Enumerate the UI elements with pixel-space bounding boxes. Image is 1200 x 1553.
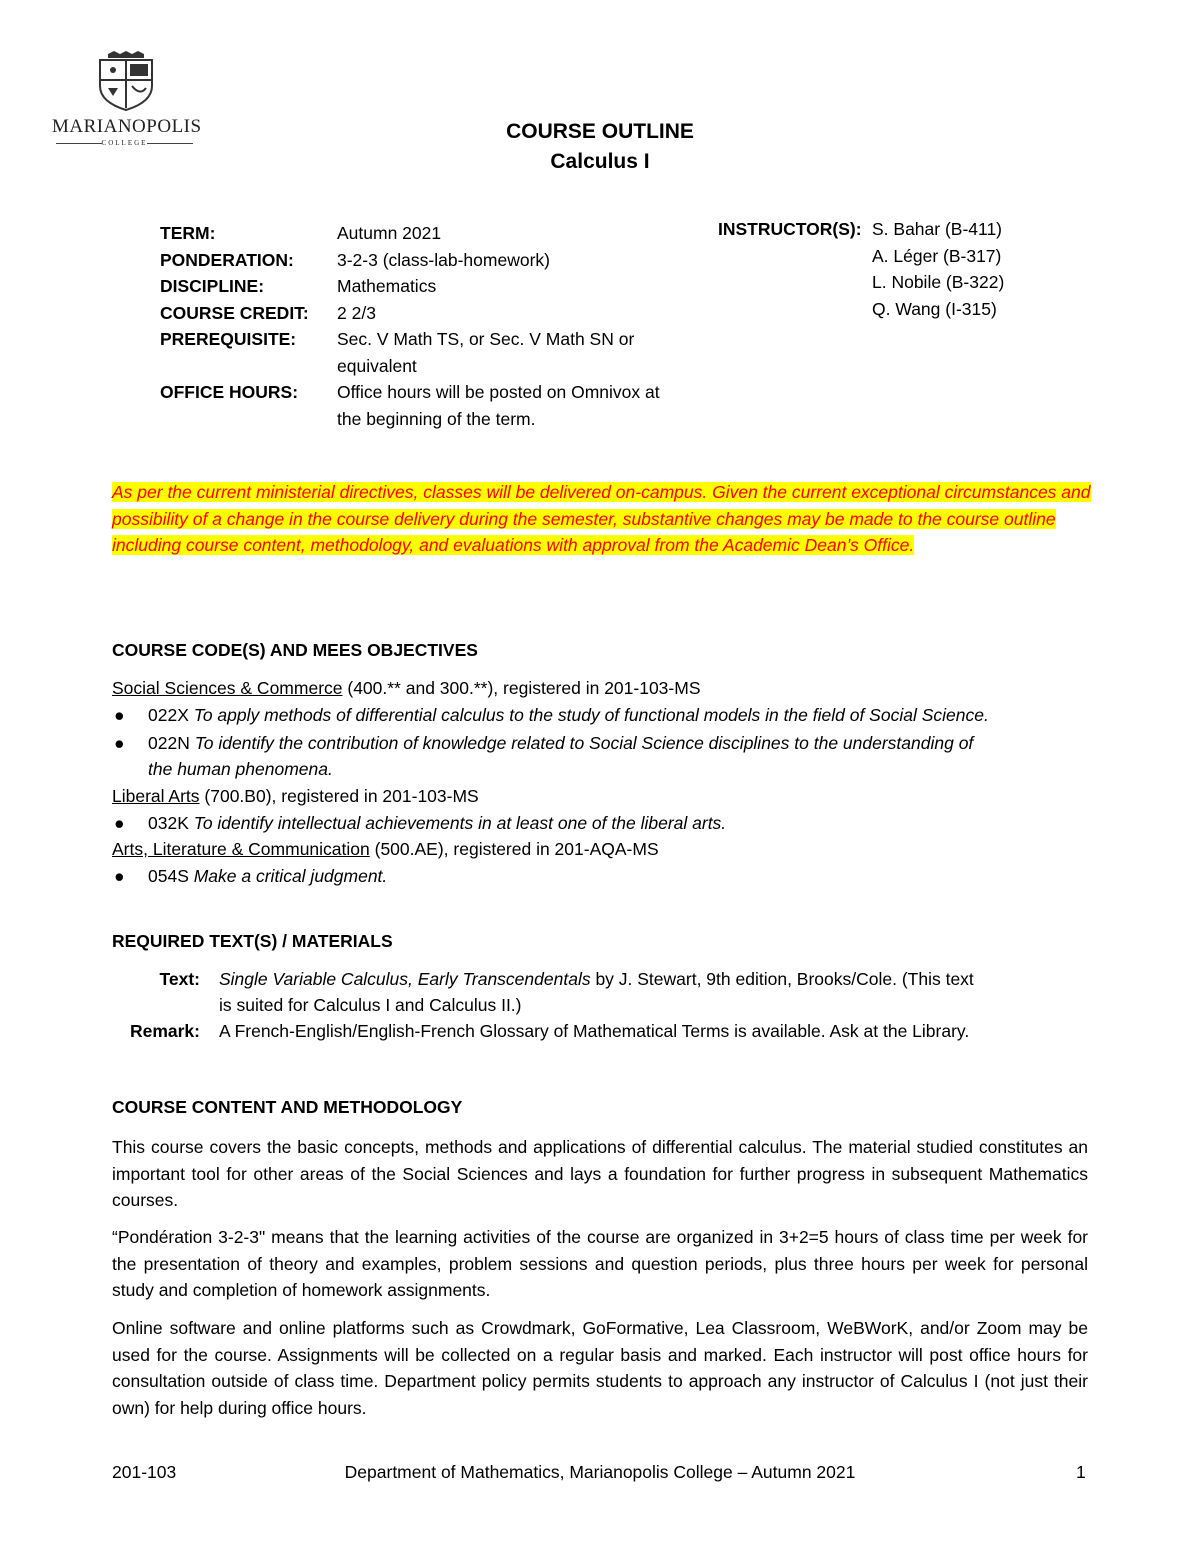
prerequisite-value-line1: Sec. V Math TS, or Sec. V Math SN or (337, 329, 635, 349)
college-crest-icon (52, 50, 197, 114)
office-hours-label: OFFICE HOURS: (160, 382, 299, 402)
textbook-detail-continued: is suited for Calculus I and Calculus II.) (219, 995, 522, 1015)
objective-text: To identify the contribution of knowledge related to Social Science disciplines to the understanding of (194, 733, 974, 753)
discipline-value: Mathematics (337, 276, 437, 296)
info-values (337, 220, 707, 432)
content-paragraph-2: “Pondération 3-2-3" means that the learning activities of the course are organized in 3+2=5 hours of class time per week for the presentation of theory and examples, problem sessions and question periods, plus three hours per week for personal study and completion of homework assignments. (112, 1227, 1088, 1300)
objective-code: 022N (148, 733, 195, 753)
textbook-line (219, 969, 974, 990)
instructor-item: Q. Wang (I-315) (872, 298, 997, 319)
objective-item (148, 866, 387, 887)
objective-item (148, 733, 973, 754)
delivery-notice-text: As per the current ministerial directives, classes will be delivered on-campus. Given the current exceptional circumstances and possibility of a change in the course delivery during the semester, substantive changes may be made to the course outline including course content, methodology, and evaluations with approval from the Academic Dean’s Office. (112, 482, 1091, 555)
codes-heading: COURSE CODE(S) AND MEES OBJECTIVES (112, 640, 478, 660)
office-hours-value-line1: Office hours will be posted on Omnivox at (337, 382, 660, 402)
objective-text: To apply methods of differential calculus to the study of functional models in the field of Social Science. (193, 705, 989, 725)
delivery-notice (112, 479, 1092, 559)
term-value: Autumn 2021 (337, 223, 442, 243)
credit-value: 2 2/3 (337, 302, 376, 323)
term-label: TERM: (160, 223, 216, 243)
remark-label: Remark: (129, 1021, 200, 1041)
program-social-sciences (112, 678, 701, 699)
instructor-item: S. Bahar (B-411) (872, 219, 1003, 239)
program-detail: (400.** and 300.**), registered in 201-103-MS (342, 678, 701, 698)
objective-text: Make a critical judgment. (193, 866, 388, 886)
instructors-list (872, 216, 1004, 322)
content-paragraph-3: Online software and online platforms such as Crowdmark, GoFormative, Lea Classroom, WeBWorK, and/or Zoom may be used for the course. Assignments will be collected on a regular basis and marked. Each instructor will post office hours for consultation outside of class time. Department policy permits students to approach any instructor of Calculus I (not just their own) for help during office hours. (112, 1318, 1088, 1418)
remark-text: A French-English/English-French Glossary of Mathematical Terms is available. Ask at the Library. (219, 1021, 970, 1041)
program-arts-literature (112, 839, 659, 860)
bullet-icon: ● (114, 866, 125, 886)
content-heading: COURSE CONTENT AND METHODOLOGY (112, 1097, 463, 1117)
logo-subtitle: COLLEGE (101, 139, 148, 147)
content-paragraph-1: This course covers the basic concepts, methods and applications of differential calculus. The material studied constitutes an important tool for other areas of the Social Sciences and lays a foundation for further progress in subsequent Mathematics courses. (112, 1137, 1088, 1210)
office-hours-value-line2: the beginning of the term. (337, 408, 536, 429)
program-name: Social Sciences & Commerce (112, 678, 343, 698)
objective-code: 054S (148, 866, 194, 886)
objective-text-continued: the human phenomena. (148, 759, 333, 779)
bullet-icon: ● (114, 813, 125, 833)
program-name: Arts, Literature & Communication (112, 839, 370, 859)
objective-item (148, 813, 726, 834)
text-label: Text: (159, 969, 200, 989)
footer-page-number: 1 (1076, 1462, 1086, 1482)
discipline-label: DISCIPLINE: (160, 276, 265, 296)
footer-course-code: 201-103 (112, 1462, 177, 1482)
info-labels (160, 220, 309, 406)
bullet-icon: ● (114, 733, 125, 753)
program-detail: (700.B0), registered in 201-103-MS (199, 786, 479, 806)
page-title: COURSE OUTLINE (506, 120, 694, 143)
program-liberal-arts (112, 786, 479, 807)
ponderation-value: 3-2-3 (class-lab-homework) (337, 249, 550, 270)
program-detail: (500.AE), registered in 201-AQA-MS (369, 839, 659, 859)
objective-text: To identify intellectual achievements in at least one of the liberal arts. (193, 813, 727, 833)
textbook-detail: by J. Stewart, 9th edition, Brooks/Cole. (This text (590, 969, 974, 989)
prerequisite-label: PREREQUISITE: (160, 329, 297, 349)
objective-code: 032K (148, 813, 194, 833)
instructor-item: A. Léger (B-317) (872, 245, 1002, 266)
bullet-icon: ● (114, 705, 125, 725)
footer-department: Department of Mathematics, Marianopolis College – Autumn 2021 (344, 1462, 856, 1482)
materials-heading: REQUIRED TEXT(S) / MATERIALS (112, 931, 393, 951)
page-subtitle: Calculus I (550, 150, 650, 173)
objective-code: 022X (148, 705, 194, 725)
prerequisite-value-line2: equivalent (337, 355, 417, 376)
ponderation-label: PONDERATION: (160, 249, 294, 270)
instructors-label: INSTRUCTOR(S): (718, 219, 862, 239)
program-name: Liberal Arts (112, 786, 200, 806)
credit-label: COURSE CREDIT: (160, 302, 309, 323)
objective-item (148, 705, 989, 726)
instructor-item: L. Nobile (B-322) (872, 272, 1005, 292)
textbook-title: Single Variable Calculus, Early Transcendentals (219, 969, 591, 989)
logo-wordmark: MARIANOPOLIS (52, 116, 202, 137)
